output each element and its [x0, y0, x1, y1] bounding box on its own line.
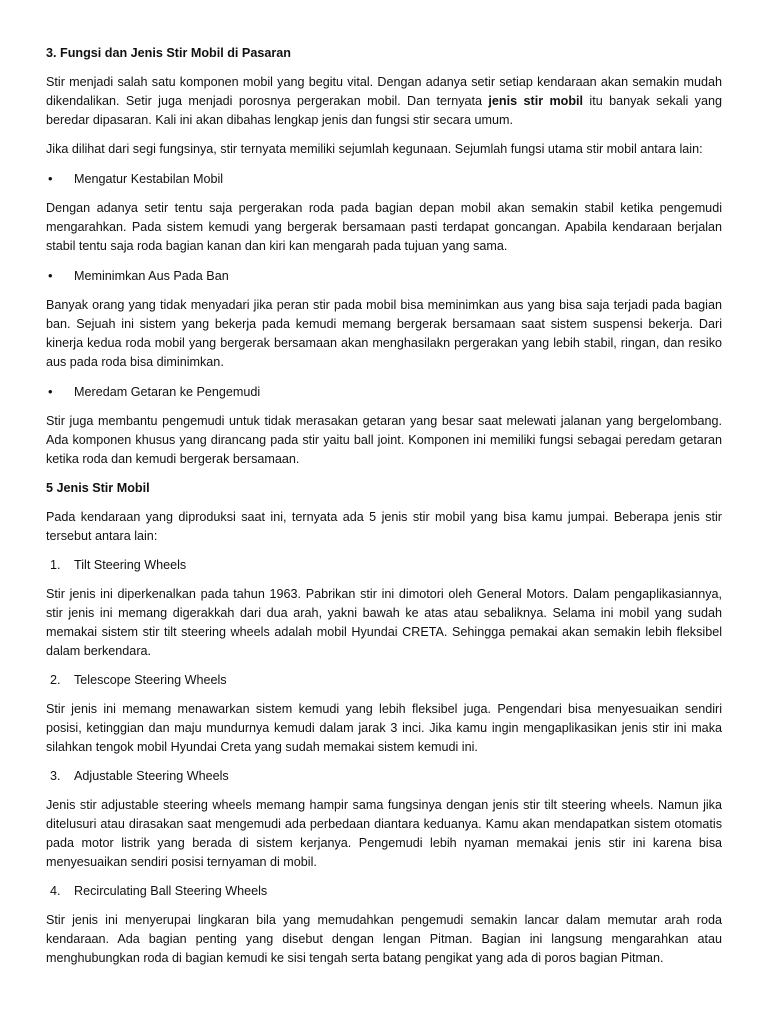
- numbered-item-tilt: [46, 556, 722, 575]
- numbered-item-label: Telescope Steering Wheels: [74, 673, 227, 687]
- list-number: 1.: [50, 558, 61, 572]
- function-paragraph-getaran: Stir juga membantu pengemudi untuk tidak merasakan getaran yang besar saat melewati jalanan yang bergelombang. Ada komponen khusus yang dirancang pada stir yaitu ball joint. Komponen ini memiliki fungsi sebagai peredam getaran ketika roda dan kemudi bergerak bersamaan.: [46, 414, 722, 466]
- section-heading-5-jenis: 5 Jenis Stir Mobil: [46, 481, 150, 495]
- intro-paragraph: [46, 73, 722, 130]
- function-paragraph-aus-ban: Banyak orang yang tidak menyadari jika peran stir pada mobil bisa meminimkan aus yang bisa saja terjadi pada bagian ban. Sejuah ini sistem yang bekerja pada kemudi memang bergerak bersamaan saat sistem suspensi bekerja. Dari kinerja kedua roda mobil yang bergerak bersamaan akan menghasilakn pergerakan yang lebih stabil, ringan, dan resiko aus pada roda bisa diminimkan.: [46, 298, 722, 369]
- bullet-icon: •: [48, 384, 53, 399]
- function-paragraph-kestabilan: Dengan adanya setir tentu saja pergerakan roda pada bagian depan mobil akan semakin stabil ketika pengemudi mengarahkan. Pada sistem kemudi yang bergerak bersamaan pasti terdapat goncangan. Apabila kendaraan berjalan stabil tentu saja roda bagian kanan dan kiri kan mengarah pada tujuan yang sama.: [46, 201, 722, 253]
- numbered-item-label: Adjustable Steering Wheels: [74, 769, 229, 783]
- intro-text-after: itu banyak sekali yang beredar dipasaran. Kali ini akan dibahas lengkap jenis dan fungsi stir secara umum.: [46, 94, 722, 127]
- numbered-item-telescope: [46, 671, 722, 690]
- section-heading-fungsi-jenis: 3. Fungsi dan Jenis Stir Mobil di Pasaran: [46, 46, 291, 60]
- type-paragraph-recirculating-ball: Stir jenis ini menyerupai lingkaran bila yang memudahkan pengemudi semakin lancar dalam memutar arah roda kendaraan. Ada bagian penting yang disebut dengan lengan Pitman. Bagian ini langsung mengarahkan atau menghubungkan roda di bagian kemudi ke sisi tengah serta batang pengikat yang ada di poros bagian Pitman.: [46, 913, 722, 965]
- intro-bold-keyword: jenis stir mobil: [488, 94, 584, 108]
- bullet-item-label: Mengatur Kestabilan Mobil: [74, 172, 224, 186]
- list-number: 2.: [50, 673, 61, 687]
- types-intro-paragraph: Pada kendaraan yang diproduksi saat ini, ternyata ada 5 jenis stir mobil yang bisa kamu jumpai. Beberapa jenis stir tersebut antara lain:: [46, 510, 722, 543]
- bullet-icon: •: [48, 171, 53, 186]
- numbered-item-adjustable: [46, 767, 722, 786]
- numbered-item-recirculating-ball: [46, 882, 722, 901]
- bullet-item-label: Meminimkan Aus Pada Ban: [74, 269, 229, 283]
- list-number: 4.: [50, 884, 61, 898]
- type-paragraph-telescope: Stir jenis ini memang menawarkan sistem kemudi yang lebih fleksibel juga. Pengendari bisa menyesuaikan sendiri posisi, ketinggian dan maju mundurnya kemudi dalam jarak 3 inci. Jika kamu ingin mengaplikasikan jenis stir ini maka silahkan tengok mobil Hyundai Creta yang sudah memakai sistem kemudi ini.: [46, 702, 722, 754]
- functions-intro-paragraph: Jika dilihat dari segi fungsinya, stir ternyata memiliki sejumlah kegunaan. Sejumlah fungsi utama stir mobil antara lain:: [46, 142, 703, 156]
- list-number: 3.: [50, 769, 61, 783]
- bullet-icon: •: [48, 268, 53, 283]
- numbered-item-label: Tilt Steering Wheels: [74, 558, 187, 572]
- type-paragraph-adjustable: Jenis stir adjustable steering wheels memang hampir sama fungsinya dengan jenis stir tilt steering wheels. Namun jika ditelusuri atau dirasakan saat mengemudi ada perbedaan diantara keduanya. Kamu akan mendapatkan sistem otomatis pada motor listrik yang berada di sistem kerjanya. Pengemudi lebih nyaman memakai jenis stir ini karena bisa menyesuaikan sendiri posisi ternyaman di mobil.: [46, 798, 722, 869]
- bullet-item-aus-ban: [46, 266, 722, 286]
- bullet-item-label: Meredam Getaran ke Pengemudi: [74, 385, 261, 399]
- numbered-item-label: Recirculating Ball Steering Wheels: [74, 884, 268, 898]
- intro-text-before: Stir menjadi salah satu komponen mobil yang begitu vital. Dengan adanya setir setiap kendaraan akan semakin mudah dikendalikan. Setir juga menjadi porosnya pergerakan mobil. Dan ternyata: [46, 75, 722, 108]
- bullet-item-getaran: [46, 382, 722, 402]
- bullet-item-kestabilan: [46, 169, 722, 189]
- type-paragraph-tilt: Stir jenis ini diperkenalkan pada tahun 1963. Pabrikan stir ini dimotori oleh General Motors. Dalam pengaplikasiannya, stir jenis ini memang digerakkah dari dua arah, yakni bawah ke atas atau sebaliknya. Selama ini mobil yang sudah memakai sistem stir tilt steering wheels adalah mobil Hyundai CRETA. Sehingga pemakai akan semakin lebih fleksibel dalam berkendara.: [46, 587, 722, 658]
